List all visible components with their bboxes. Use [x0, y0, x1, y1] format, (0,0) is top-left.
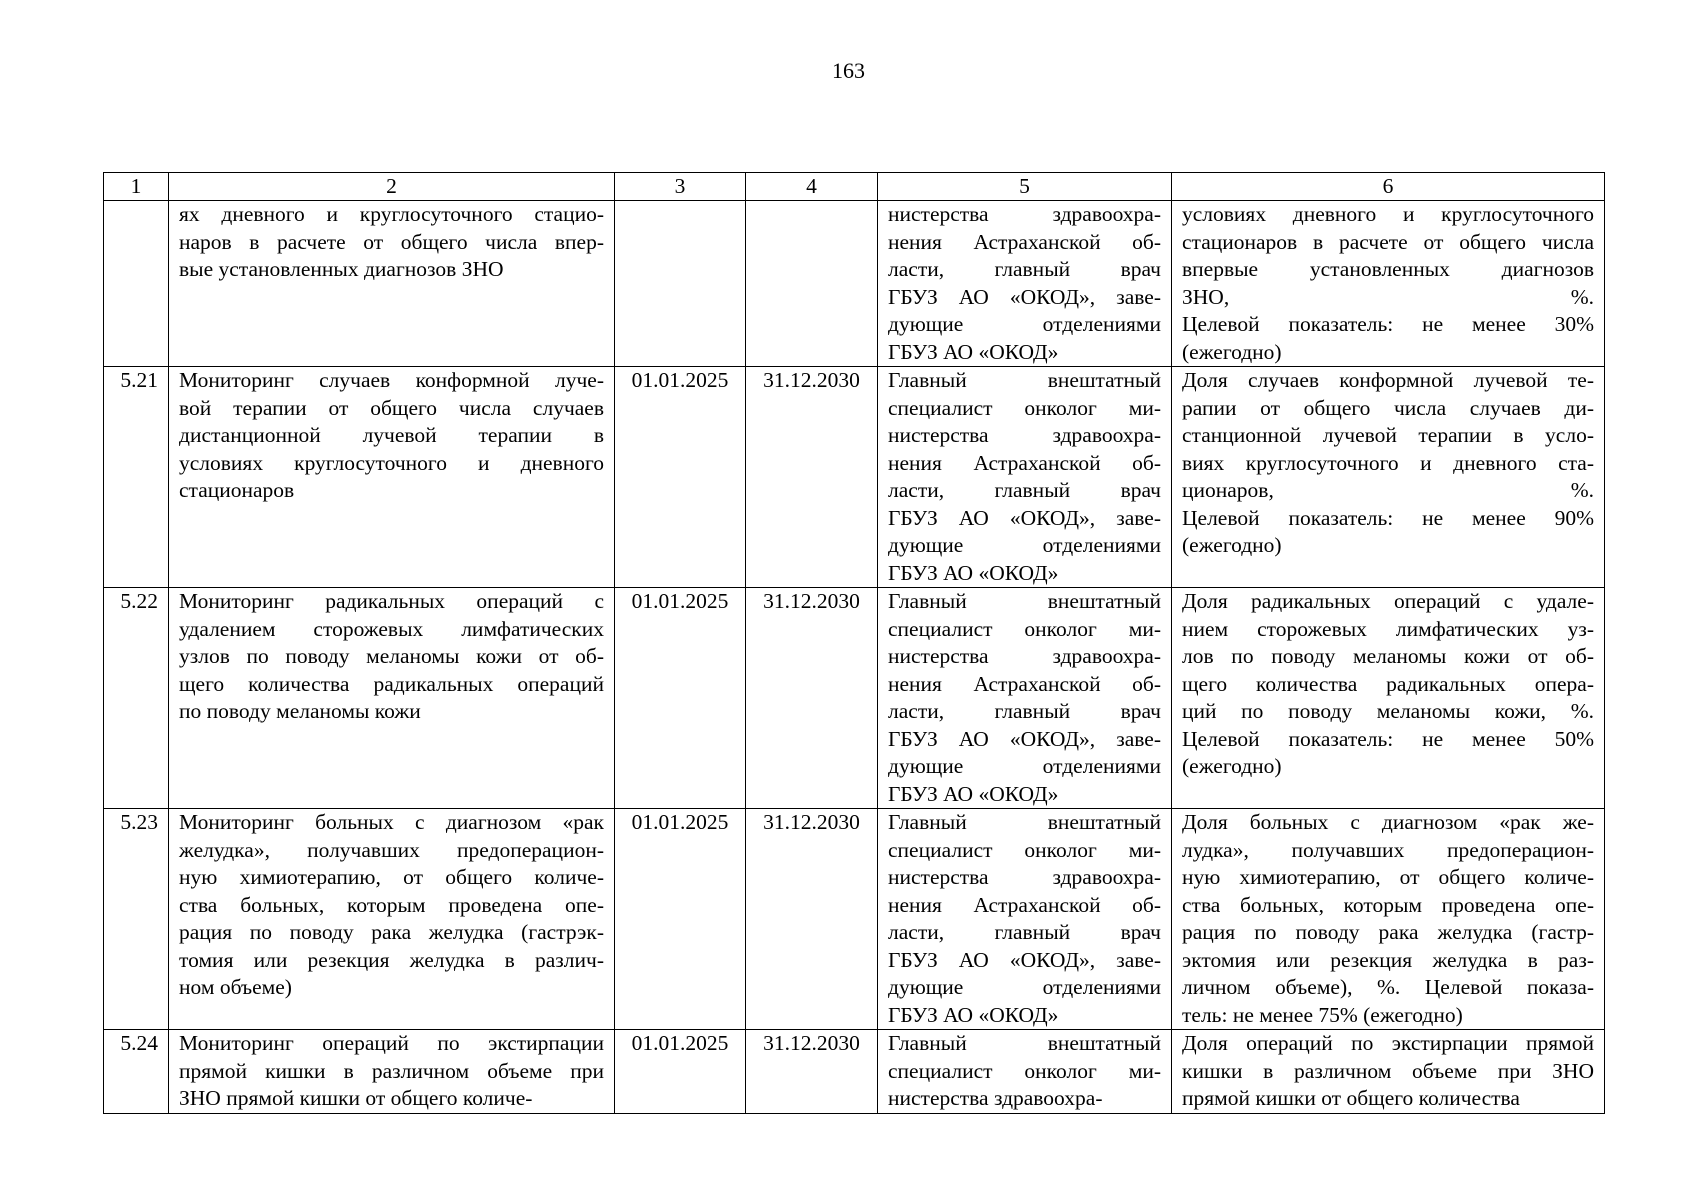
indicator-line: лудка», получавших предоперацион- [1182, 837, 1594, 862]
activity-line: наров в расчете от общего числа впер- [179, 229, 604, 254]
activity-cell [169, 201, 615, 367]
end-date-cell [746, 201, 878, 367]
responsible-line: нения Астраханской об- [888, 229, 1161, 254]
table-row [104, 1030, 1605, 1114]
indicator-line: рапии от общего числа случаев ди- [1182, 395, 1594, 420]
responsible-line: дующие отделениями [888, 754, 1161, 778]
indicator-line: Доля операций по экстирпации прямой [1182, 1031, 1594, 1055]
responsible-line: ласти, главный врач [888, 920, 1161, 944]
indicator-line: эктомия или резекция желудка в раз- [1182, 947, 1594, 972]
indicator-line: Доля больных с диагнозом «рак же- [1182, 810, 1594, 834]
activity-line: стационаров [179, 478, 295, 502]
indicator-line: (ежегодно) [1182, 533, 1282, 557]
column-header-6: 6 [1172, 173, 1605, 201]
responsible-line: ГБУЗ АО «ОКОД», заве- [888, 726, 1161, 751]
indicator-line: ную химиотерапию, от общего количе- [1182, 865, 1594, 889]
indicator-cell [1172, 809, 1605, 1030]
responsible-line: дующие отделениями [888, 975, 1161, 999]
responsible-line: ГБУЗ АО «ОКОД» [888, 781, 1059, 806]
responsible-line: Главный внештатный [888, 810, 1161, 834]
responsible-line: нистерства здравоохра- [888, 423, 1161, 447]
activity-line: щего количества радикальных операций [179, 671, 604, 696]
table-header-row [104, 173, 1605, 201]
start-date-cell: 01.01.2025 [615, 1030, 746, 1114]
indicator-line: Целевой показатель: не менее 50% [1182, 726, 1594, 751]
responsible-line: специалист онколог ми- [888, 395, 1161, 420]
table-row [104, 201, 1605, 367]
activity-line: Мониторинг случаев конформной луче- [179, 368, 604, 392]
responsible-line: Главный внештатный [888, 368, 1161, 392]
activity-line: рация по поводу рака желудка (гастрэк- [179, 920, 604, 944]
row-number-cell: 5.24 [104, 1030, 169, 1114]
indicator-line: тель: не менее 75% (ежегодно) [1182, 1002, 1463, 1027]
responsible-cell [878, 1030, 1172, 1114]
page-number: 163 [832, 58, 865, 83]
responsible-line: нистерства здравоохра- [888, 865, 1161, 889]
indicator-line: (ежегодно) [1182, 754, 1282, 778]
activity-cell [169, 809, 615, 1030]
activities-table [103, 172, 1605, 1114]
responsible-line: дующие отделениями [888, 533, 1161, 557]
row-number-cell: 5.22 [104, 588, 169, 809]
indicator-line: ства больных, которым проведена опе- [1182, 892, 1594, 917]
indicator-line: стационаров в расчете от общего числа [1182, 229, 1594, 254]
indicator-line: ций по поводу меланомы кожи, %. [1182, 699, 1594, 723]
responsible-line: ласти, главный врач [888, 699, 1161, 723]
responsible-line: ласти, главный врач [888, 257, 1161, 281]
indicator-line: Доля радикальных операций с удале- [1182, 589, 1594, 613]
responsible-line: ГБУЗ АО «ОКОД» [888, 1002, 1059, 1027]
indicator-line: (ежегодно) [1182, 339, 1282, 364]
indicator-line: условиях дневного и круглосуточного [1182, 202, 1594, 226]
indicator-line: ЗНО, %. [1182, 284, 1594, 309]
column-header-4: 4 [746, 173, 878, 201]
indicator-cell [1172, 201, 1605, 367]
activity-line: томия или резекция желудка в различ- [179, 947, 604, 972]
start-date-cell: 01.01.2025 [615, 367, 746, 588]
responsible-line: ласти, главный врач [888, 478, 1161, 502]
column-header-3: 3 [615, 173, 746, 201]
indicator-line: лов по поводу меланомы кожи от об- [1182, 644, 1594, 668]
activity-line: Мониторинг операций по экстирпации [179, 1031, 604, 1055]
indicator-line: рация по поводу рака желудка (гастр- [1182, 920, 1594, 944]
responsible-line: ГБУЗ АО «ОКОД» [888, 560, 1059, 585]
activity-line: вые установленных диагнозов ЗНО [179, 257, 504, 281]
responsible-line: нения Астраханской об- [888, 892, 1161, 917]
table-body [104, 201, 1605, 1114]
indicator-line: станционной лучевой терапии в усло- [1182, 423, 1594, 447]
indicator-cell [1172, 588, 1605, 809]
activity-line: прямой кишки в различном объеме при [179, 1058, 604, 1083]
responsible-line: Главный внештатный [888, 589, 1161, 613]
end-date-cell: 31.12.2030 [746, 367, 878, 588]
activity-line: дистанционной лучевой терапии в [179, 423, 604, 447]
indicator-line: ционаров, %. [1182, 478, 1594, 502]
responsible-line: нения Астраханской об- [888, 671, 1161, 696]
activity-line: по поводу меланомы кожи [179, 699, 421, 723]
indicator-line: щего количества радикальных опера- [1182, 671, 1594, 696]
responsible-cell [878, 588, 1172, 809]
responsible-line: ГБУЗ АО «ОКОД», заве- [888, 505, 1161, 530]
indicator-cell [1172, 1030, 1605, 1114]
responsible-cell [878, 367, 1172, 588]
indicator-line: личном объеме), %. Целевой показа- [1182, 975, 1594, 999]
responsible-line: Главный внештатный [888, 1031, 1161, 1055]
end-date-cell: 31.12.2030 [746, 809, 878, 1030]
activity-line: вой терапии от общего числа случаев [179, 395, 604, 420]
responsible-line: специалист онколог ми- [888, 616, 1161, 641]
row-number-cell [104, 201, 169, 367]
responsible-line: ГБУЗ АО «ОКОД» [888, 339, 1059, 364]
activity-cell [169, 588, 615, 809]
row-number-cell: 5.21 [104, 367, 169, 588]
end-date-cell: 31.12.2030 [746, 588, 878, 809]
end-date-cell: 31.12.2030 [746, 1030, 878, 1114]
activity-line: ях дневного и круглосуточного стацио- [179, 202, 604, 226]
responsible-line: специалист онколог ми- [888, 837, 1161, 862]
activity-line: Мониторинг радикальных операций с [179, 589, 604, 613]
indicator-line: Доля случаев конформной лучевой те- [1182, 368, 1594, 392]
indicator-line: виях круглосуточного и дневного ста- [1182, 450, 1594, 475]
responsible-cell [878, 201, 1172, 367]
responsible-line: ГБУЗ АО «ОКОД», заве- [888, 947, 1161, 972]
responsible-line: дующие отделениями [888, 312, 1161, 336]
indicator-line: кишки в различном объеме при ЗНО [1182, 1058, 1594, 1083]
activity-cell [169, 1030, 615, 1114]
activity-line: условиях круглосуточного и дневного [179, 450, 604, 475]
activity-line: узлов по поводу меланомы кожи от об- [179, 644, 604, 668]
indicator-line: прямой кишки от общего количества [1182, 1086, 1520, 1110]
table-row [104, 809, 1605, 1030]
table-row [104, 367, 1605, 588]
activity-line: ЗНО прямой кишки от общего количе- [179, 1086, 533, 1110]
column-header-2: 2 [169, 173, 615, 201]
column-header-5: 5 [878, 173, 1172, 201]
responsible-cell [878, 809, 1172, 1030]
responsible-line: нистерства здравоохра- [888, 202, 1161, 226]
row-number-cell: 5.23 [104, 809, 169, 1030]
activity-line: удалением сторожевых лимфатических [179, 616, 604, 641]
start-date-cell: 01.01.2025 [615, 809, 746, 1030]
start-date-cell: 01.01.2025 [615, 588, 746, 809]
activity-line: желудка», получавших предоперацион- [179, 837, 604, 862]
indicator-line: Целевой показатель: не менее 30% [1182, 312, 1594, 336]
responsible-line: нистерства здравоохра- [888, 1086, 1103, 1110]
indicator-cell [1172, 367, 1605, 588]
responsible-line: ГБУЗ АО «ОКОД», заве- [888, 284, 1161, 309]
activity-cell [169, 367, 615, 588]
column-header-1: 1 [104, 173, 169, 201]
indicator-line: нием сторожевых лимфатических уз- [1182, 616, 1594, 641]
responsible-line: специалист онколог ми- [888, 1058, 1161, 1083]
indicator-line: впервые установленных диагнозов [1182, 257, 1594, 281]
activity-line: ства больных, которым проведена опе- [179, 892, 604, 917]
activity-line: ную химиотерапию, от общего количе- [179, 865, 604, 889]
indicator-line: Целевой показатель: не менее 90% [1182, 505, 1594, 530]
activity-line: ном объеме) [179, 975, 292, 999]
responsible-line: нистерства здравоохра- [888, 644, 1161, 668]
activity-line: Мониторинг больных с диагнозом «рак [179, 810, 604, 834]
table-row [104, 588, 1605, 809]
responsible-line: нения Астраханской об- [888, 450, 1161, 475]
start-date-cell [615, 201, 746, 367]
